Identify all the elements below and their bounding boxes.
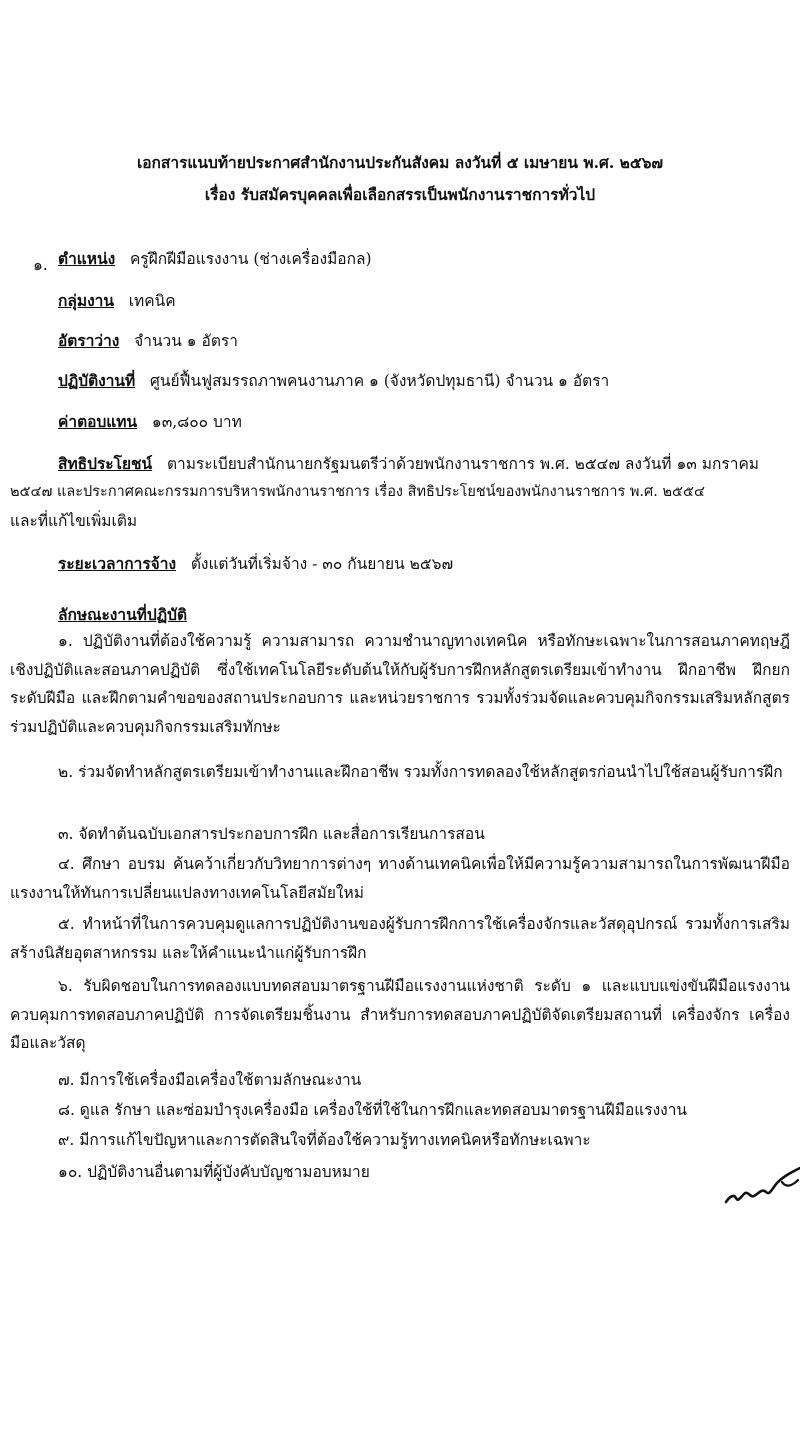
duty-item: ๘. ดูแล รักษา และซ่อมบำรุงเครื่องมือ เครื่องใช้ที่ใช้ในการฝึกและทดสอบมาตรฐานฝีมือแรงงาน (58, 1101, 688, 1119)
group-label: กลุ่มงาน (58, 291, 114, 310)
salary-value: ๑๓,๘๐๐ บาท (151, 413, 242, 431)
benefit-line-3: และที่แก้ไขเพิ่มเติม (10, 512, 138, 530)
benefit-line-2: ๒๕๔๗ และประกาศคณะกรรมการบริหารพนักงานราชการ เรื่อง สิทธิประโยชน์ของพนักงานราชการ พ.ศ. ๒๕๕๔ (10, 484, 705, 500)
signature-mark (722, 1158, 800, 1210)
position-row (58, 248, 372, 270)
group-value: เทคนิค (128, 292, 176, 310)
duty-item: ๗. มีการใช้เครื่องมือเครื่องใช้ตามลักษณะงาน (58, 1071, 362, 1089)
period-label: ระยะเวลาการจ้าง (58, 554, 177, 573)
duty-item: ๕. ทำหน้าที่ในการควบคุมดูแลการปฏิบัติงานของผู้รับการฝึกการใช้เครื่องจักรและวัสดุอุปกรณ์ รวมทั้งการเสริมสร้างนิสัยอุตสาหกรรม และให้คำแนะนำแก่ผู้รับการฝึก (10, 915, 790, 962)
vacancy-value: จำนวน ๑ อัตรา (134, 332, 238, 350)
item-number: ๑. (33, 256, 48, 274)
group-row (58, 290, 176, 312)
vacancy-row (58, 330, 238, 352)
duty-item: ๔. ศึกษา อบรม ค้นคว้าเกี่ยวกับวิทยาการต่างๆ ทางด้านเทคนิคเพื่อให้มีความรู้ความสามารถในการพัฒนาฝีมือแรงงานให้ทันการเปลี่ยนแปลงทางเทคโนโลยีสมัยใหม่ (10, 855, 790, 902)
salary-label: ค่าตอบแทน (58, 412, 138, 431)
workplace-label: ปฏิบัติงานที่ (58, 371, 136, 390)
position-value: ครูฝึกฝีมือแรงงาน (ช่างเครื่องมือกล) (129, 250, 372, 268)
duties-title: ลักษณะงานที่ปฏิบัติ (58, 605, 188, 624)
workplace-value: ศูนย์ฟื้นฟูสมรรถภาพคนงานภาค ๑ (จังหวัดปทุมธานี) จำนวน ๑ อัตรา (150, 372, 610, 390)
benefit-row (58, 453, 759, 475)
duty-item: ๙. มีการแก้ไขปัญหาและการตัดสินใจที่ต้องใช้ความรู้ทางเทคนิคหรือทักษะเฉพาะ (58, 1131, 591, 1149)
header-line-1: เอกสารแนบท้ายประกาศสำนักงานประกันสังคม ลงวันที่ ๕ เมษายน พ.ศ. ๒๕๖๗ (136, 153, 664, 172)
benefit-label: สิทธิประโยชน์ (58, 454, 153, 473)
duty-item: ๑. ปฏิบัติงานที่ต้องใช้ความรู้ ความสามารถ ความชำนาญทางเทคนิค หรือทักษะเฉพาะในการสอนภาคทฤษฎี เชิงปฏิบัติและสอนภาคปฏิบัติ ซึ่งใช้เทคโนโลยีระดับต้นให้กับผู้รับการฝึกหลักสูตรเตรียมเข้าทำงาน ฝึกอาชีพ ฝึกยกระดับฝีมือ และฝึกตามคำขอของสถานประกอบการ และหน่วยราชการ รวมทั้งร่วมจัดและควบคุมกิจกรรมเสริมหลักสูตร ร่วมปฏิบัติและควบคุมกิจกรรมเสริมทักษะ (10, 632, 790, 736)
salary-row (58, 411, 242, 433)
period-value: ตั้งแต่วันที่เริ่มจ้าง - ๓๐ กันยายน ๒๕๖๗ (190, 555, 454, 573)
duty-item: ๑๐. ปฏิบัติงานอื่นตามที่ผู้บังคับบัญชามอบหมาย (58, 1163, 370, 1181)
period-row (58, 553, 453, 575)
header-line-2: เรื่อง รับสมัครบุคคลเพื่อเลือกสรรเป็นพนักงานราชการทั่วไป (204, 185, 596, 204)
duty-item: ๖. รับผิดชอบในการทดลองแบบทดสอบมาตรฐานฝีมือแรงงานแห่งชาติ ระดับ ๑ และแบบแข่งขันฝีมือแรงงาน ควบคุมการทดสอบภาคปฏิบัติ การจัดเตรียมชิ้นงาน สำหรับการทดสอบภาคปฏิบัติจัดเตรียมสถานที่ เครื่องจักร เครื่องมือและวัสดุ (10, 977, 790, 1052)
vacancy-label: อัตราว่าง (58, 331, 120, 350)
benefit-line-1: ตามระเบียบสำนักนายกรัฐมนตรีว่าด้วยพนักงานราชการ พ.ศ. ๒๕๔๗ ลงวันที่ ๑๓ มกราคม (166, 455, 760, 473)
duty-item: ๓. จัดทำต้นฉบับเอกสารประกอบการฝึก และสื่อการเรียนการสอน (58, 825, 485, 843)
position-label: ตำแหน่ง (58, 249, 116, 268)
duty-item: ๒. ร่วมจัดทำหลักสูตรเตรียมเข้าทำงานและฝึกอาชีพ รวมทั้งการทดลองใช้หลักสูตรก่อนนำไปใช้สอนผู้รับการฝึก (58, 763, 783, 781)
workplace-row (58, 370, 609, 392)
